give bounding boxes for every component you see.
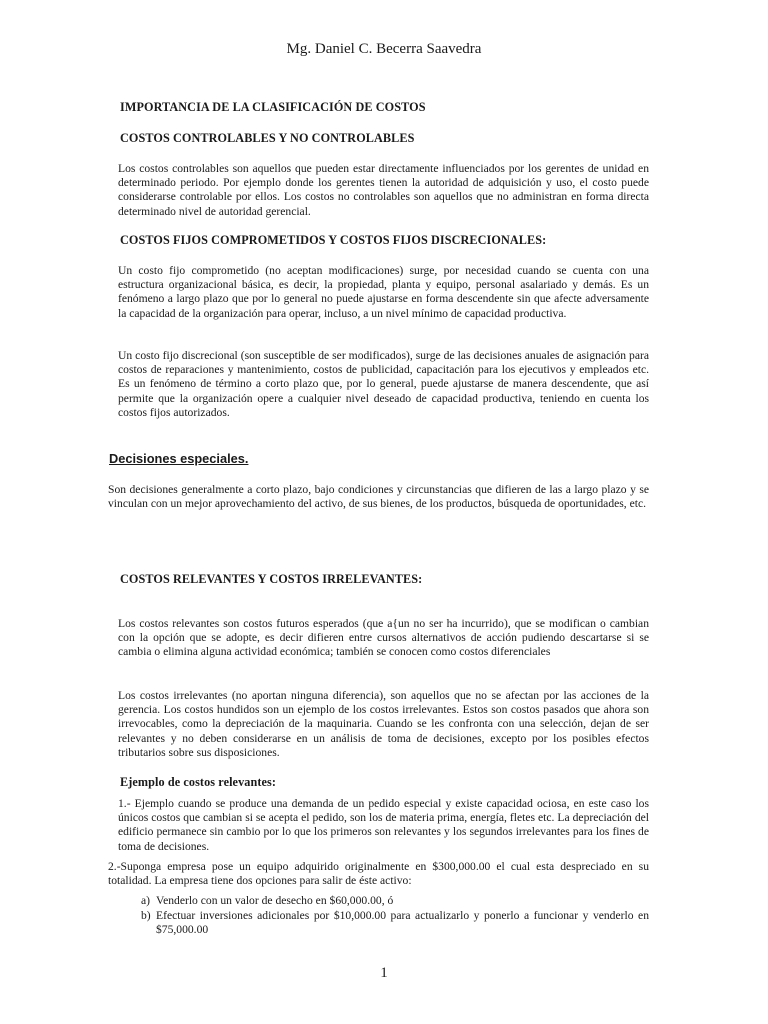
page-header-author: Mg. Daniel C. Becerra Saavedra bbox=[286, 41, 482, 57]
paragraph-irrelevantes: Los costos irrelevantes (no aportan ninguna diferencia), son aquellos que no se afectan por las acciones de la gerencia. Los costos hundidos son un ejemplo de los costos irrelevantes. Estos son costos pasados que ahora son irrevocables, como la depreciación de la maquinaria. Cuando se les confronta con una selección, dejan de ser relevantes y no deben considerarse en un análisis de toma de decisiones, excepto por los posibles efectos tributarios sobre sus disposiciones. bbox=[118, 689, 649, 759]
paragraph-controlables: Los costos controlables son aquellos que pueden estar directamente influenciados por los gerentes de unidad en determinado periodo. Por ejemplo donde los gerentes tienen la autoridad de adquisición y uso, el costo puede considerarse controlable por ellos. Los costos no controlables son aquellos que no administran en forma directa determinado nivel de autoridad gerencial. bbox=[118, 162, 649, 218]
option-a-marker: a) bbox=[141, 894, 151, 907]
paragraph-ejemplo-2: 2.-Suponga empresa pose un equipo adquirido originalmente en $300,000.00 el cual esta despreciado en su totalidad. La empresa tiene dos opciones para salir de éste activo: bbox=[108, 860, 649, 888]
paragraph-relevantes: Los costos relevantes son costos futuros esperados (que a{un no ser ha incurrido), que se modifican o cambian con la opción que se adopte, es decir difieren entre cursos alternativos de acción pudiendo descartarse si se cambia o elimina alguna actividad económica; también se conocen como costos diferenciales bbox=[118, 617, 649, 659]
heading-fijos: COSTOS FIJOS COMPROMETIDOS Y COSTOS FIJOS DISCRECIONALES: bbox=[120, 233, 547, 247]
paragraph-ejemplo-1: 1.- Ejemplo cuando se produce una demanda de un pedido especial y existe capacidad ociosa, en este caso los únicos costos que cambian si se acepta el pedido, son los de materia prima, energía, fletes etc. La depreciación del edificio permanece sin cambio por lo que los primeros son relevantes y los segundos irrelevantes para los fines de toma de decisiones. bbox=[118, 797, 649, 853]
heading-ejemplo: Ejemplo de costos relevantes: bbox=[120, 775, 277, 789]
option-b-marker: b) bbox=[141, 909, 151, 922]
page-number: 1 bbox=[380, 965, 388, 981]
heading-controlables: COSTOS CONTROLABLES Y NO CONTROLABLES bbox=[120, 131, 415, 145]
subheading-decisiones-especiales: Decisiones especiales. bbox=[109, 451, 249, 466]
option-a-text: Venderlo con un valor de desecho en $60,000.00, ó bbox=[156, 894, 394, 907]
option-b-text: Efectuar inversiones adicionales por $10,000.00 para actualizarlo y ponerlo a funcionar y venderlo en $75,000.00 bbox=[156, 909, 649, 937]
paragraph-fijo-discrecional: Un costo fijo discrecional (son susceptible de ser modificados), surge de las decisiones anuales de asignación para costos de reparaciones y mantenimiento, costos de publicidad, capacitación para los ejecutivos y empleados etc. Es un fenómeno de término a corto plazo que, por lo general, puede ajustarse de manera descendente, que así permite que la organización opere a cualquier nivel deseado de capacidad productiva, teniendo en cuenta los costos fijos autorizados. bbox=[118, 349, 649, 419]
paragraph-fijo-comprometido: Un costo fijo comprometido (no aceptan modificaciones) surge, por necesidad cuando se cuenta con una estructura organizacional básica, es decir, la propiedad, planta y equipo, personal asalariado y demás. Es un fenómeno a largo plazo que por lo general no puede ajustarse en forma descendente sin que afecte adversamente la capacidad de la organización para operar, incluso, a un nivel mínimo de capacidad productiva. bbox=[118, 264, 649, 320]
heading-relevantes: COSTOS RELEVANTES Y COSTOS IRRELEVANTES: bbox=[120, 572, 423, 586]
paragraph-decisiones: Son decisiones generalmente a corto plazo, bajo condiciones y circunstancias que difieren de las a largo plazo y se vinculan con un mejor aprovechamiento del activo, de sus bienes, de los productos, búsqueda de oportunidades, etc. bbox=[108, 483, 649, 511]
heading-importancia: IMPORTANCIA DE LA CLASIFICACIÓN DE COSTOS bbox=[120, 100, 426, 114]
